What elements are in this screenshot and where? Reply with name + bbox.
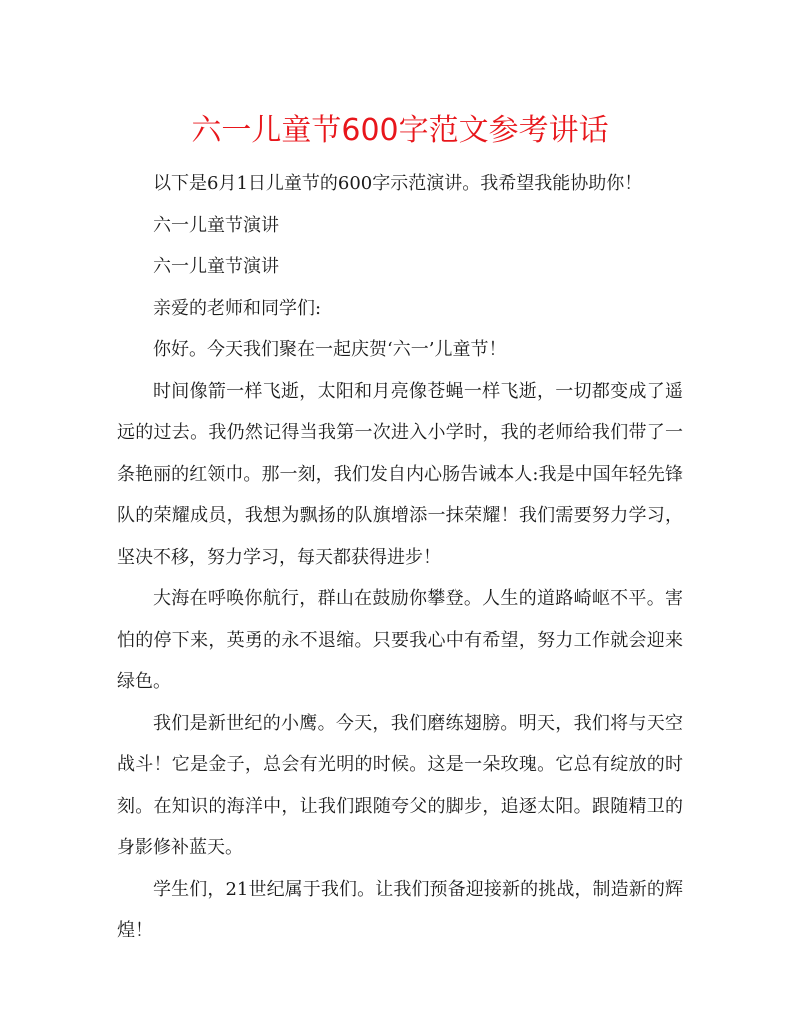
page-title: 六一儿童节600字范文参考讲话	[191, 113, 609, 148]
paragraph-closing: 学生们，21世纪属于我们。让我们预备迎接新的挑战，制造新的辉煌！	[117, 878, 683, 941]
paragraph-heading-1: 六一儿童节演讲	[153, 214, 279, 236]
paragraph-time: 时间像箭一样飞逝，太阳和月亮像苍蝇一样飞逝，一切都变成了遥远的过去。我仍然记得当我第一次进入小学时，我的老师给我们带了一条艳丽的红领巾。那一刻，我们发自内心肠告诫本人:我是中国年轻先锋队的荣耀成员，我想为飘扬的队旗增添一抹荣耀！我们需要努力学习，坚决不移，努力学习，每天都获得进步！	[117, 380, 683, 568]
paragraph-sea: 大海在呼唤你航行，群山在鼓励你攀登。人生的道路崎岖不平。害怕的停下来，英勇的永不退缩。只要我心中有希望，努力工作就会迎来绿色。	[117, 588, 683, 692]
paragraph-eagle: 我们是新世纪的小鹰。今天，我们磨练翅膀。明天，我们将与天空战斗！它是金子，总会有光明的时候。这是一朵玫瑰。它总有绽放的时刻。在知识的海洋中，让我们跟随夸父的脚步，追逐太阳。跟随精卫的身影修补蓝天。	[117, 712, 683, 858]
paragraph-heading-2: 六一儿童节演讲	[153, 256, 279, 277]
paragraph-greeting: 亲爱的老师和同学们:	[153, 297, 322, 319]
paragraph-intro: 以下是6月1日儿童节的600字示范演讲。我希望我能协助你！	[153, 173, 643, 194]
paragraph-hello: 你好。今天我们聚在一起庆贺‘六一’儿童节！	[153, 339, 507, 360]
document-body	[117, 163, 683, 952]
